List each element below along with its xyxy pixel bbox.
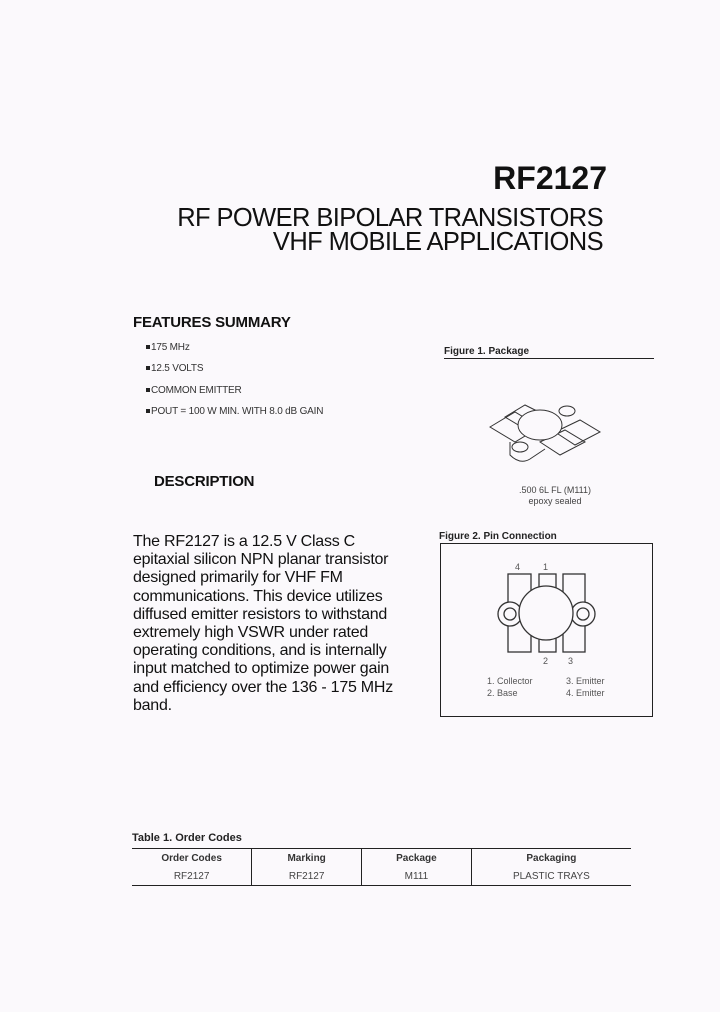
pin-number: 2 — [543, 656, 549, 666]
pin-number: 1 — [543, 562, 549, 572]
figure1-rule — [444, 358, 654, 359]
figure1-note: epoxy sealed — [528, 496, 582, 506]
table-row — [132, 868, 631, 886]
part-number: RF2127 — [493, 160, 607, 196]
figure1-note: .500 6L FL (M111) — [518, 485, 592, 495]
column-header: Order Codes — [161, 853, 222, 864]
pin-legend-item: 2. Base — [487, 688, 518, 698]
table-header-row — [132, 849, 631, 869]
pin-legend-item: 4. Emitter — [566, 688, 605, 698]
feature-item: POUT = 100 W MIN. WITH 8.0 dB GAIN — [146, 406, 323, 417]
bullet-icon — [146, 366, 150, 370]
pin-connection-drawing-icon — [484, 560, 614, 660]
column-header: Package — [362, 849, 472, 869]
features-title: FEATURES SUMMARY — [133, 314, 291, 331]
pin-legend-item: 3. Emitter — [566, 676, 605, 686]
pin-legend-item: 1. Collector — [487, 676, 533, 686]
feature-item: COMMON EMITTER — [146, 385, 242, 396]
feature-item: 12.5 VOLTS — [146, 363, 203, 374]
column-header: Packaging — [471, 849, 631, 869]
bullet-icon — [146, 409, 150, 413]
table-cell: M111 — [362, 868, 472, 886]
table-cell: PLASTIC TRAYS — [471, 868, 631, 886]
column-header: Marking — [252, 849, 362, 869]
package-drawing-icon — [485, 387, 605, 472]
figure1-caption: Figure 1. Package — [444, 346, 530, 357]
feature-item: 175 MHz — [146, 342, 190, 353]
subtitle-line-2: VHF MOBILE APPLICATIONS — [272, 228, 603, 256]
bullet-icon — [146, 388, 150, 392]
description-body: The RF2127 is a 12.5 V Class C epitaxial silicon NPN planar transistor designed primarily for VHF FM communications. This device utilizes diffused emitter resistors to withstand extremely high VSWR under rated operating conditions, and is internally input matched to optimize power gain and efficiency over the 136 - 175 MHz band. — [133, 533, 393, 714]
table-cell: RF2127 — [252, 868, 362, 886]
pin-number: 4 — [515, 562, 521, 572]
pin-number: 3 — [568, 656, 574, 666]
order-codes-table — [132, 848, 631, 886]
table-cell: RF2127 — [173, 871, 210, 882]
bullet-icon — [146, 345, 150, 349]
figure2-caption: Figure 2. Pin Connection — [439, 531, 557, 542]
subtitle-line-1: RF POWER BIPOLAR TRANSISTORS — [177, 204, 603, 232]
description-title: DESCRIPTION — [154, 473, 255, 490]
table-caption: Table 1. Order Codes — [132, 832, 242, 844]
